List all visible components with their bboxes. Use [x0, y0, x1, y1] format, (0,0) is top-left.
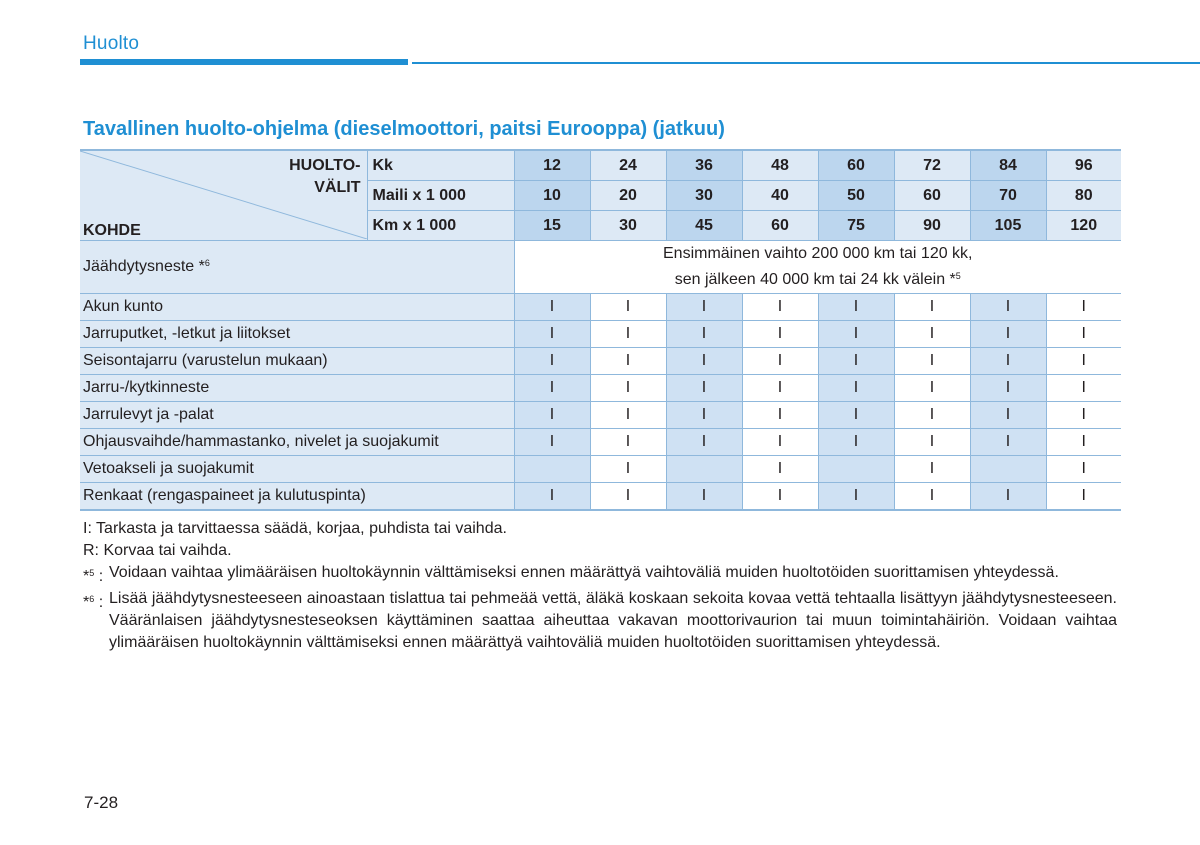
- row-label: Jarruputket, -letkut ja liitokset: [80, 321, 514, 348]
- schedule-cell: I: [894, 375, 970, 402]
- schedule-cell: I: [970, 402, 1046, 429]
- schedule-cell: [514, 456, 590, 483]
- interval-value: 120: [1046, 211, 1121, 241]
- legend-inspect: I: Tarkasta ja tarvittaessa säädä, korjaa, puhdista tai vaihda.: [83, 520, 507, 537]
- schedule-cell: [818, 456, 894, 483]
- schedule-cell: I: [514, 375, 590, 402]
- interval-value: 36: [666, 150, 742, 181]
- schedule-cell: I: [590, 375, 666, 402]
- notes-section: [83, 518, 1117, 654]
- schedule-cell: I: [666, 429, 742, 456]
- interval-value: 60: [894, 181, 970, 211]
- table-row: [80, 402, 1121, 429]
- schedule-cell: I: [514, 402, 590, 429]
- footnote-ref: 5: [955, 271, 961, 281]
- schedule-cell: I: [1046, 456, 1121, 483]
- schedule-cell: I: [818, 429, 894, 456]
- schedule-cell: I: [514, 294, 590, 321]
- interval-value: 60: [742, 211, 818, 241]
- row-label: Vetoakseli ja suojakumit: [80, 456, 514, 483]
- schedule-cell: I: [894, 294, 970, 321]
- table-corner-cell: [80, 150, 367, 241]
- schedule-cell: I: [894, 429, 970, 456]
- schedule-cell: I: [590, 402, 666, 429]
- schedule-cell: I: [970, 429, 1046, 456]
- schedule-cell: I: [818, 294, 894, 321]
- interval-value: 15: [514, 211, 590, 241]
- schedule-cell: I: [742, 429, 818, 456]
- schedule-cell: I: [818, 348, 894, 375]
- interval-row-months: [80, 150, 1121, 181]
- row-label: Jarrulevyt ja -palat: [80, 402, 514, 429]
- schedule-cell: I: [666, 375, 742, 402]
- footnote-mark: *$^5$ :: [83, 568, 104, 585]
- interval-value: 10: [514, 181, 590, 211]
- schedule-cell: I: [590, 321, 666, 348]
- interval-value: 90: [894, 211, 970, 241]
- schedule-cell: I: [590, 429, 666, 456]
- section-title: Huolto: [83, 33, 140, 54]
- interval-value: 20: [590, 181, 666, 211]
- table-row: [80, 294, 1121, 321]
- schedule-cell: I: [894, 402, 970, 429]
- schedule-cell: I: [818, 402, 894, 429]
- corner-label-item: KOHDE: [83, 222, 141, 239]
- schedule-cell: I: [818, 321, 894, 348]
- interval-value: 30: [666, 181, 742, 211]
- table-row: [80, 375, 1121, 402]
- row-label: Akun kunto: [80, 294, 514, 321]
- schedule-cell: I: [742, 348, 818, 375]
- interval-value: 40: [742, 181, 818, 211]
- schedule-cell: I: [1046, 348, 1121, 375]
- coolant-schedule-line1: Ensimmäinen vaihto 200 000 km tai 120 kk,: [663, 245, 973, 262]
- schedule-cell: I: [742, 375, 818, 402]
- page-number: 7-28: [84, 793, 119, 812]
- interval-value: 75: [818, 211, 894, 241]
- schedule-cell: I: [894, 321, 970, 348]
- schedule-cell: I: [742, 483, 818, 511]
- schedule-cell: I: [970, 483, 1046, 511]
- schedule-cell: I: [666, 321, 742, 348]
- legend-replace: R: Korvaa tai vaihda.: [83, 542, 232, 559]
- schedule-cell: I: [742, 402, 818, 429]
- schedule-cell: I: [666, 483, 742, 511]
- schedule-cell: I: [894, 456, 970, 483]
- schedule-cell: I: [894, 348, 970, 375]
- coolant-schedule-cell: [514, 241, 1121, 294]
- schedule-cell: I: [970, 321, 1046, 348]
- header-rule-thick: [80, 59, 408, 65]
- schedule-cell: I: [1046, 375, 1121, 402]
- schedule-cell: I: [590, 456, 666, 483]
- maintenance-schedule-table: [80, 149, 1121, 511]
- schedule-cell: I: [590, 348, 666, 375]
- schedule-cell: I: [590, 483, 666, 511]
- table-row: [80, 456, 1121, 483]
- schedule-cell: I: [1046, 294, 1121, 321]
- table-title: Tavallinen huolto-ohjelma (dieselmoottori, paitsi Eurooppa) (jatkuu): [83, 118, 725, 140]
- schedule-cell: I: [818, 483, 894, 511]
- interval-value: 80: [1046, 181, 1121, 211]
- schedule-cell: I: [1046, 429, 1121, 456]
- row-label: Jarru-/kytkinneste: [80, 375, 514, 402]
- interval-unit: Maili x 1 000: [367, 181, 514, 211]
- interval-value: 30: [590, 211, 666, 241]
- row-label: [80, 241, 514, 294]
- interval-value: 105: [970, 211, 1046, 241]
- interval-unit: Km x 1 000: [367, 211, 514, 241]
- schedule-cell: I: [590, 294, 666, 321]
- table-row: [80, 321, 1121, 348]
- schedule-cell: [666, 456, 742, 483]
- header-rule-thin: [412, 62, 1200, 64]
- schedule-cell: I: [970, 294, 1046, 321]
- schedule-cell: I: [1046, 321, 1121, 348]
- schedule-cell: I: [818, 375, 894, 402]
- table-row: [80, 483, 1121, 511]
- footnote-5: [83, 562, 1117, 588]
- table-row: [80, 348, 1121, 375]
- row-label: Ohjausvaihde/hammastanko, nivelet ja suojakumit: [80, 429, 514, 456]
- schedule-cell: I: [742, 456, 818, 483]
- interval-value: 60: [818, 150, 894, 181]
- schedule-cell: I: [666, 294, 742, 321]
- coolant-label: Jäähdytysneste *: [83, 258, 205, 275]
- interval-unit: Kk: [367, 150, 514, 181]
- schedule-cell: I: [970, 348, 1046, 375]
- footnote-text: Voidaan vaihtaa ylimääräisen huoltokäynnin välttämiseksi ennen määrättyä vaihtoväliä muiden huoltotöiden suorittamisen yhteydessä.: [109, 564, 1059, 581]
- schedule-cell: I: [666, 348, 742, 375]
- interval-value: 70: [970, 181, 1046, 211]
- footnote-mark: *$^6$ :: [83, 594, 104, 611]
- schedule-cell: I: [970, 375, 1046, 402]
- row-label: Renkaat (rengaspaineet ja kulutuspinta): [80, 483, 514, 511]
- interval-value: 48: [742, 150, 818, 181]
- schedule-cell: I: [514, 348, 590, 375]
- coolant-schedule-line2: sen jälkeen 40 000 km tai 24 kk välein *: [674, 271, 956, 288]
- interval-value: 24: [590, 150, 666, 181]
- footnote-ref: 6: [204, 258, 210, 268]
- schedule-cell: I: [1046, 402, 1121, 429]
- schedule-cell: I: [1046, 483, 1121, 511]
- corner-label-intervals: HUOLTO- VÄLIT: [289, 157, 361, 196]
- interval-value: 12: [514, 150, 590, 181]
- schedule-cell: I: [894, 483, 970, 511]
- schedule-cell: I: [742, 294, 818, 321]
- footnote-text: Lisää jäähdytysnesteeseen ainoastaan tislattua tai pehmeää vettä, äläkä koskaan sekoita kovaa vettä tehtaalla lisättyyn jäähdytysnesteeseen. Vääränlaisen jäähdytysnesteseoksen käyttäminen saattaa aiheuttaa vakavan moottorivaurion tai muun toimintahäiriön. Voidaan vaihtaa ylimääräisen huoltokäynnin välttämiseksi ennen määrättyä vaihtoväliä muiden huoltotöiden suorittamisen yhteydessä.: [109, 590, 1117, 651]
- schedule-cell: I: [514, 483, 590, 511]
- table-row-coolant: [80, 241, 1121, 294]
- schedule-cell: I: [514, 429, 590, 456]
- interval-value: 72: [894, 150, 970, 181]
- table-row: [80, 429, 1121, 456]
- interval-value: 84: [970, 150, 1046, 181]
- footnote-6: [83, 588, 1117, 654]
- row-label: Seisontajarru (varustelun mukaan): [80, 348, 514, 375]
- interval-value: 50: [818, 181, 894, 211]
- schedule-cell: I: [742, 321, 818, 348]
- schedule-cell: I: [666, 402, 742, 429]
- interval-value: 45: [666, 211, 742, 241]
- schedule-cell: [970, 456, 1046, 483]
- interval-value: 96: [1046, 150, 1121, 181]
- schedule-cell: I: [514, 321, 590, 348]
